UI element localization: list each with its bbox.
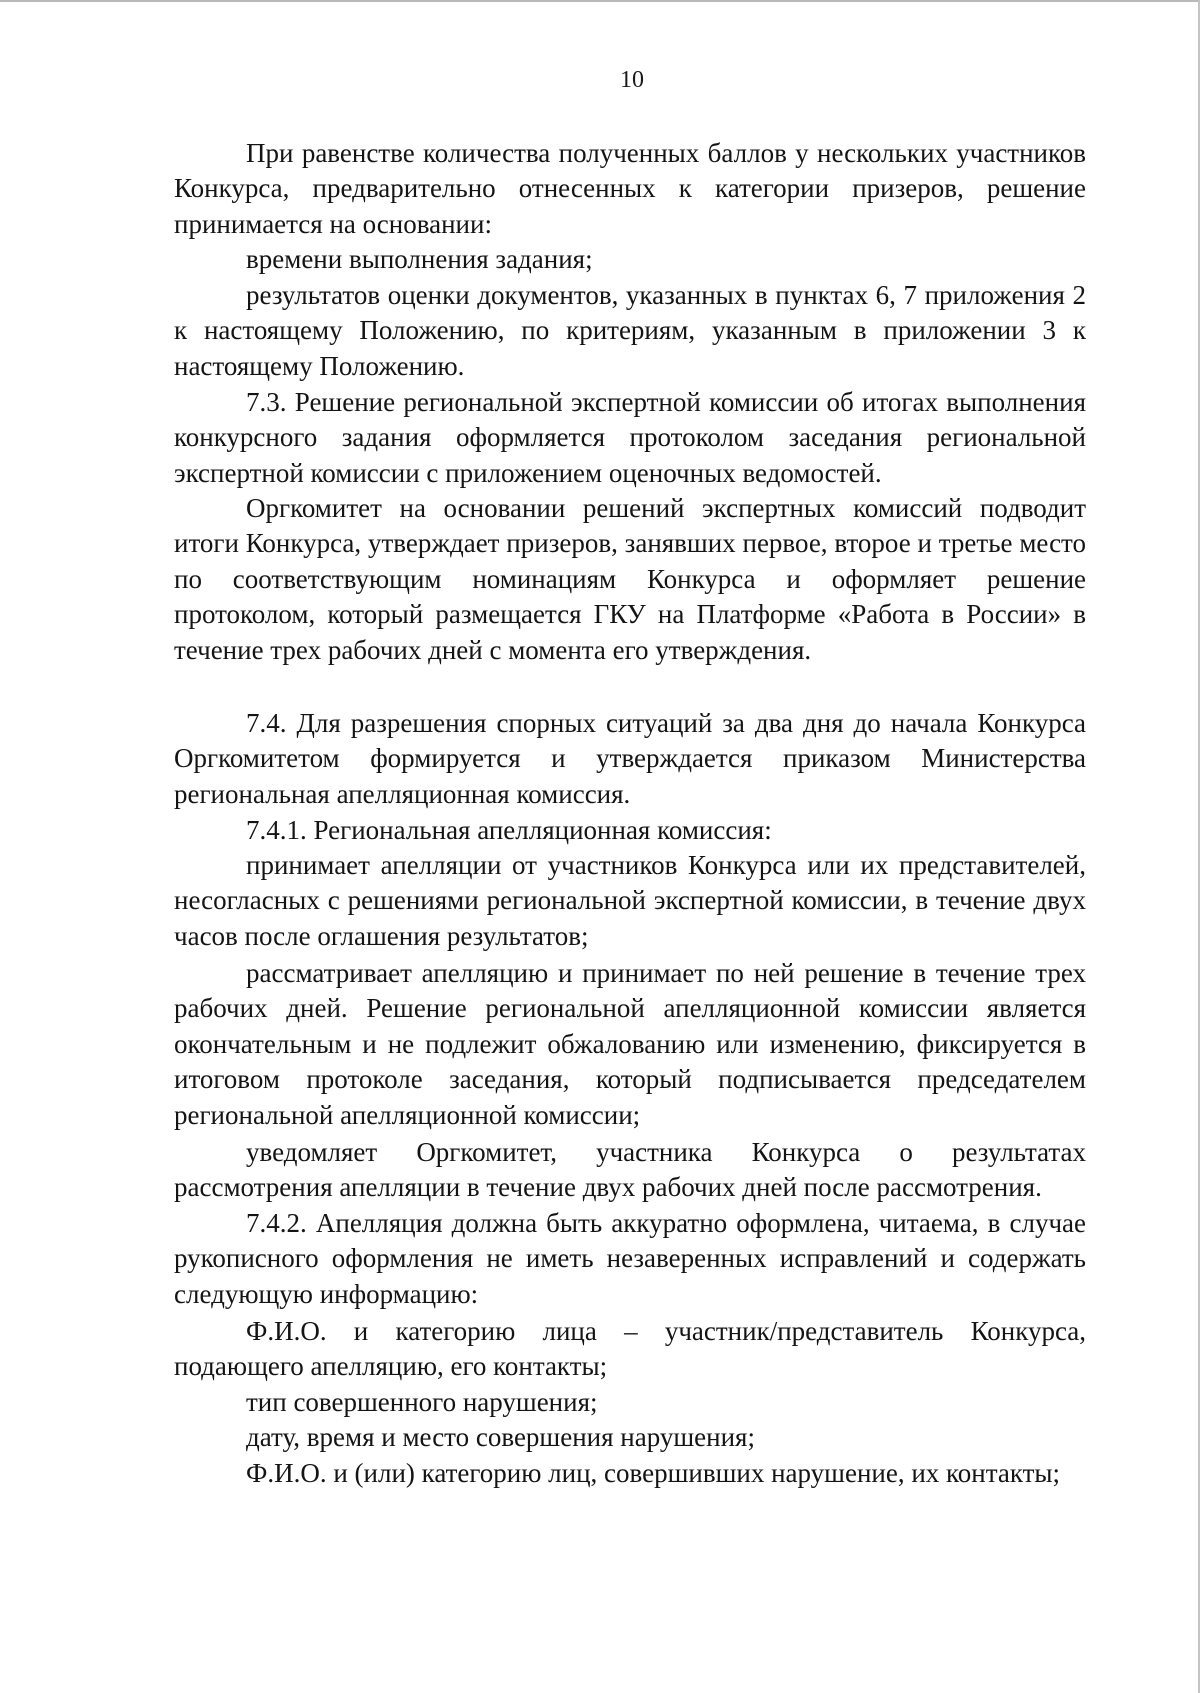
paragraph-violators: Ф.И.О. и (или) категорию лиц, совершивших нарушение, их контакты;	[246, 1458, 1061, 1488]
paragraph-date-time-place: дату, время и место совершения нарушения;	[246, 1422, 755, 1452]
page-number: 10	[620, 67, 644, 93]
paragraph-reviews-appeal: рассматривает апелляцию и принимает по ней решение в течение трех рабочих дней. Решение региональной апелляционной комиссии является окончательным и не подлежит обжалованию или изменению, фиксируется в итоговом протоколе заседания, который подписывается председателем региональной апелляционной комиссии;	[174, 958, 1086, 1130]
page-edge-top	[0, 0, 1200, 2]
paragraph-7-3: 7.3. Решение региональной экспертной комиссии об итогах выполнения конкурсного задания оформляется протоколом заседания региональной экспертной комиссии с приложением оценочных ведомостей.	[174, 387, 1086, 488]
paragraph-orgcommittee-results: Оргкомитет на основании решений экспертных комиссий подводит итоги Конкурса, утверждает призеров, занявших первое, второе и третье место по соответствующим номинациям Конкурса и оформляет решение протоколом, который размещается ГКУ на Платформе «Работа в России» в течение трех рабочих дней с момента его утверждения.	[174, 493, 1086, 665]
paragraph-violation-type: тип совершенного нарушения;	[246, 1387, 598, 1417]
paragraph-fio-category: Ф.И.О. и категорию лица – участник/представитель Конкурса, подающего апелляцию, его контакты;	[174, 1316, 1086, 1382]
paragraph-7-4: 7.4. Для разрешения спорных ситуаций за два дня до начала Конкурса Оргкомитетом формируется и утверждается приказом Министерства региональная апелляционная комиссия.	[174, 708, 1086, 809]
paragraph-accepts-appeals: принимает апелляции от участников Конкурса или их представителей, несогласных с решениями региональной экспертной комиссии, в течение двух часов после оглашения результатов;	[174, 850, 1086, 951]
paragraph-time-of-task: времени выполнения задания;	[246, 244, 593, 274]
paragraph-notifies: уведомляет Оргкомитет, участника Конкурса о результатах рассмотрения апелляции в течение двух рабочих дней после рассмотрения.	[174, 1137, 1086, 1203]
paragraph-tie-break-intro: При равенстве количества полученных баллов у нескольких участников Конкурса, предварительно отнесенных к категории призеров, решение принимается на основании:	[174, 138, 1086, 239]
paragraph-7-4-1: 7.4.1. Региональная апелляционная комиссия:	[246, 815, 772, 845]
paragraph-7-4-2: 7.4.2. Апелляция должна быть аккуратно оформлена, читаема, в случае рукописного оформления не иметь незаверенных исправлений и содержать следующую информацию:	[174, 1208, 1086, 1309]
paragraph-document-results: результатов оценки документов, указанных в пунктах 6, 7 приложения 2 к настоящему Положению, по критериям, указанным в приложении 3 к настоящему Положению.	[174, 280, 1086, 381]
